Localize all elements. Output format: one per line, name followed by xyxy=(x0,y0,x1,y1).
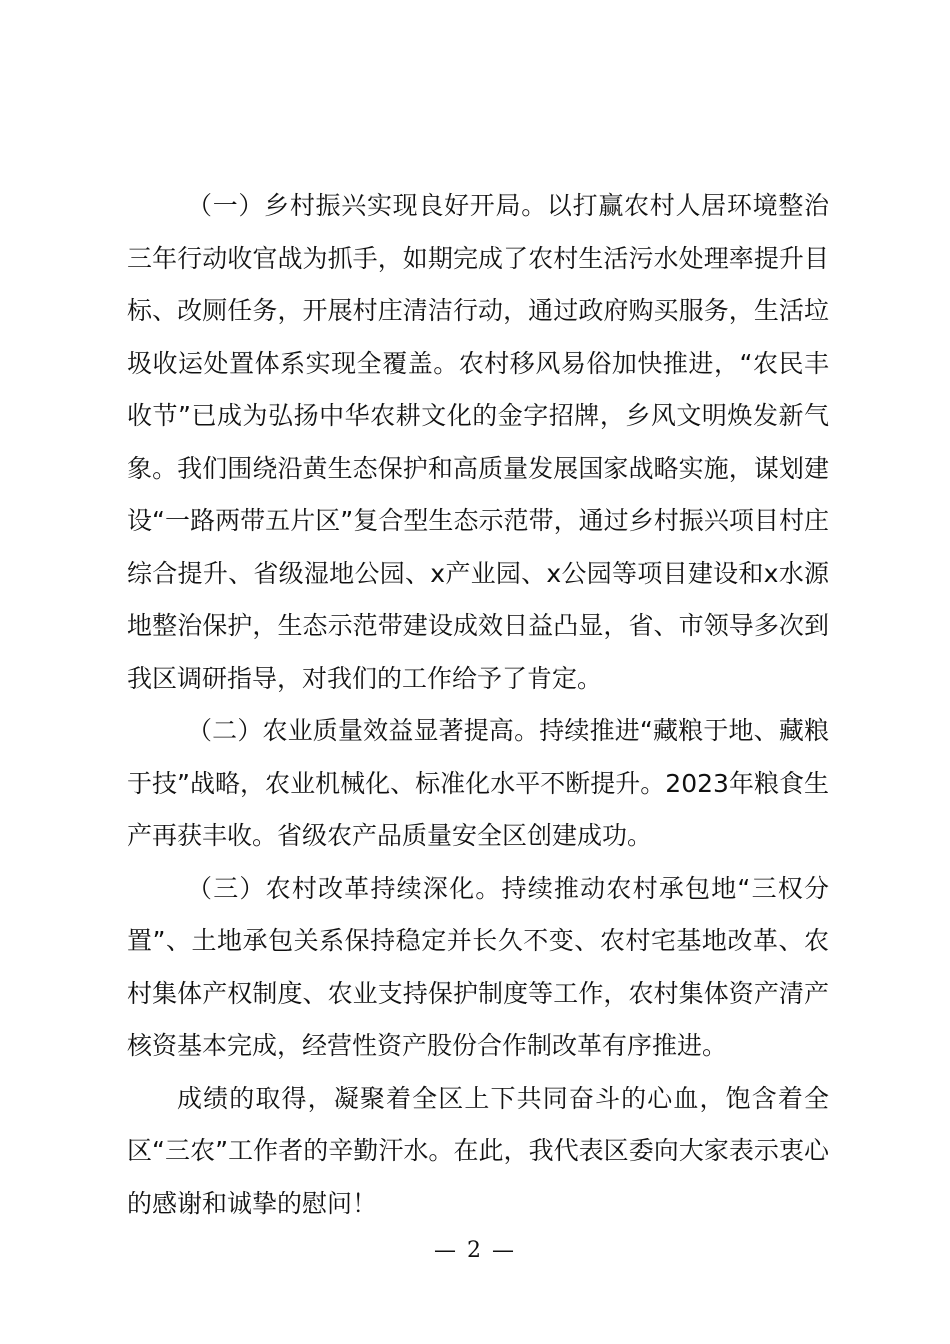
paragraph-rural-revitalization: （一）乡村振兴实现良好开局。以打赢农村人居环境整治三年行动收官战为抓手，如期完成了农村生活污水处理率提升目标、改厕任务，开展村庄清洁行动，通过政府购买服务，生活垃圾收运处置体系实现全覆盖。农村移风易俗加快推进，“农民丰收节”已成为弘扬中华农耕文化的金字招牌，乡风文明焕发新气象。我们围绕沿黄生态保护和高质量发展国家战略实施，谋划建设“一路两带五片区”复合型生态示范带，通过乡村振兴项目村庄综合提升、省级湿地公园、x产业园、x公园等项目建设和x水源地整治保护，生态示范带建设成效日益凸显，省、市领导多次到我区调研指导，对我们的工作给予了肯定。 xyxy=(127,191,829,693)
page-number: — 2 — xyxy=(434,1238,516,1263)
paragraph-agriculture-quality: （二）农业质量效益显著提高。持续推进“藏粮于地、藏粮于技”战略，农业机械化、标准化水平不断提升。2023年粮食生产再获丰收。省级农产品质量安全区创建成功。 xyxy=(127,716,829,850)
paragraph-closing-thanks: 成绩的取得，凝聚着全区上下共同奋斗的心血，饱含着全区“三农”工作者的辛勤汗水。在此，我代表区委向大家表示衷心的感谢和诚挚的慰问！ xyxy=(127,1083,829,1218)
paragraph-rural-reform: （三）农村改革持续深化。持续推动农村承包地“三权分置”、土地承包关系保持稳定并长久不变、农村宅基地改革、农村集体产权制度、农业支持保护制度等工作，农村集体资产清产核资基本完成，经营性资产股份合作制改革有序推进。 xyxy=(127,873,829,1060)
document-body xyxy=(127,180,829,1230)
